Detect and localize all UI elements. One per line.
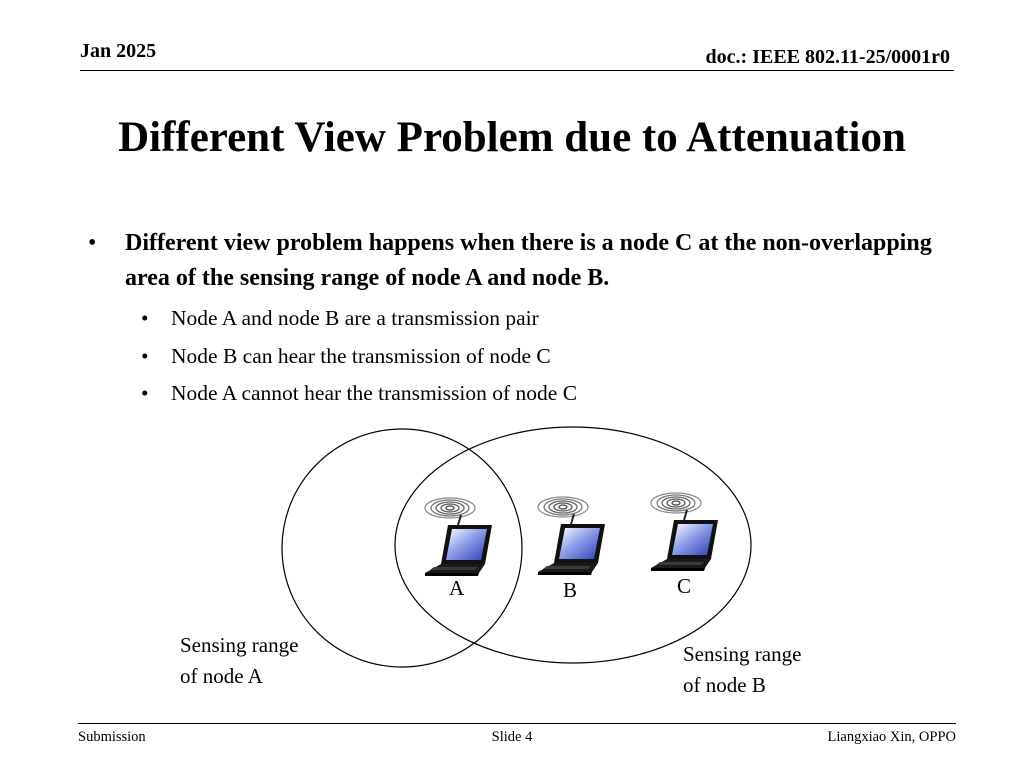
laptop-wireless-icon <box>538 497 605 575</box>
sub-bullet: • Node A and node B are a transmission pair <box>125 300 958 338</box>
sub-bullet: • Node B can hear the transmission of node C <box>125 338 958 376</box>
footer-divider <box>78 723 956 724</box>
range-a-line2: of node A <box>180 664 263 688</box>
footer-slide-number: Slide 4 <box>491 729 533 745</box>
sensing-range-a-label <box>180 630 298 692</box>
header-doc-id: doc.: IEEE 802.11-25/0001r0 <box>705 46 950 68</box>
sensing-range-b-label <box>683 639 801 701</box>
footer-author: Liangxiao Xin, OPPO <box>827 729 956 745</box>
range-a-line1: Sensing range <box>180 633 299 657</box>
main-bullet-text: Different view problem happens when there is a node C at the non-overlapping area of the sensing range of node A and node B. <box>125 230 932 291</box>
node-c-label: C <box>677 574 692 598</box>
range-b-line1: Sensing range <box>683 642 802 666</box>
node-a-label: A <box>449 576 465 600</box>
laptop-wireless-icon <box>425 498 492 576</box>
laptop-wireless-icon <box>651 493 718 571</box>
range-b-line2: of node B <box>683 673 766 697</box>
slide-title: Different View Problem due to Attenuation <box>118 114 906 161</box>
footer-submission: Submission <box>78 729 146 745</box>
node-b-label: B <box>563 578 578 602</box>
sub-bullet: • Node A cannot hear the transmission of node C <box>125 375 958 413</box>
header-date: Jan 2025 <box>80 40 157 62</box>
